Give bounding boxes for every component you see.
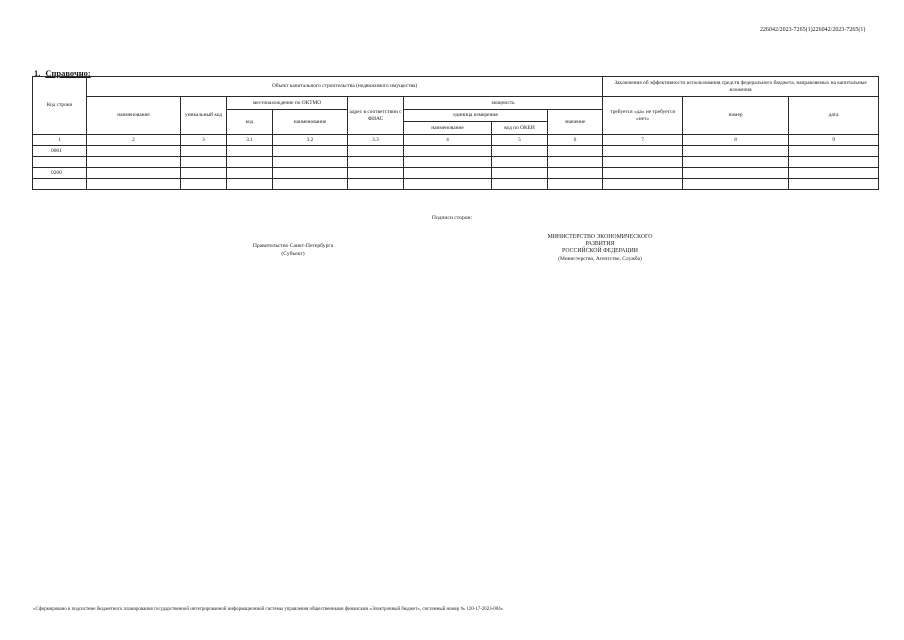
party-ministry-line-2: РАЗВИТИЯ	[585, 241, 615, 248]
column-index: 2	[87, 135, 181, 146]
header-name: наименование	[87, 97, 181, 135]
header-row-code: Код строки	[33, 77, 87, 135]
row-code	[33, 157, 87, 168]
column-index: 9	[789, 135, 879, 146]
section-number: 1.	[34, 68, 41, 78]
table-row	[33, 157, 879, 168]
header-address: адрес в соответствии с ФИАС	[348, 97, 404, 135]
party-subject-role: (Субъект)	[281, 250, 305, 257]
header-okei: код по ОКЕИ	[492, 122, 548, 135]
header-object-group: Объект капитального строительства (недвижимого имущества)	[87, 77, 603, 97]
header-date: дата	[789, 97, 879, 135]
header-unique-code: уникальный код	[181, 97, 227, 135]
party-subject-name: Правительство Санкт-Петербурга	[252, 243, 334, 249]
column-index: 3.2	[273, 135, 348, 146]
header-oktmo-name: наименование	[273, 110, 348, 135]
column-index: 5	[492, 135, 548, 146]
header-value: значение	[548, 110, 603, 135]
party-subject	[228, 243, 358, 258]
table-row	[33, 168, 879, 179]
reference-table	[32, 76, 879, 190]
party-ministry-role: (Министерство, Агентство, Служба)	[558, 255, 642, 262]
column-index: 3.3	[348, 135, 404, 146]
table-row	[33, 179, 879, 190]
column-index: 1	[33, 135, 87, 146]
section-title: Справочно:	[45, 68, 91, 78]
header-conclusion-group: Заключение об эффективности использования средств федерального бюджета, направляемых на капитальные вложения	[603, 77, 879, 97]
column-index: 8	[683, 135, 789, 146]
header-location-group: местонахождение по ОКТМО	[227, 97, 348, 110]
column-index: 3	[181, 135, 227, 146]
party-ministry-line-3: РОССИЙСКОЙ ФЕДЕРАЦИИ	[562, 248, 638, 255]
table-row	[33, 146, 879, 157]
column-index: 7	[603, 135, 683, 146]
column-index: 4	[404, 135, 492, 146]
party-ministry-line-1: МИНИСТЕРСТВО ЭКОНОМИЧЕСКОГО	[547, 234, 653, 240]
row-code: 0200	[33, 168, 87, 179]
signatures-heading: Подписи сторон:	[431, 215, 473, 221]
column-index: 6	[548, 135, 603, 146]
row-code: 0001	[33, 146, 87, 157]
header-number: номер	[683, 97, 789, 135]
column-index: 3.1	[227, 135, 273, 146]
document-number: 226042/2023-7265(1)226042/2023-7265(1)	[760, 27, 866, 33]
party-ministry	[530, 234, 670, 262]
header-unit-group: единица измерения	[404, 110, 548, 122]
footer-note: «Сформировано в подсистеме бюджетного планирования государственной интегрированной информационной системы управления общественными финансами «Электронный бюджет», системный номер № 120-17-2023-004»	[33, 607, 504, 612]
header-oktmo-code: код	[227, 110, 273, 135]
header-capacity-group: мощность	[404, 97, 603, 110]
column-index-row	[33, 135, 879, 146]
row-code	[33, 179, 87, 190]
header-required: требуется «да» не требуется «нет»	[603, 97, 683, 135]
header-unit-name: наименование	[404, 122, 492, 135]
